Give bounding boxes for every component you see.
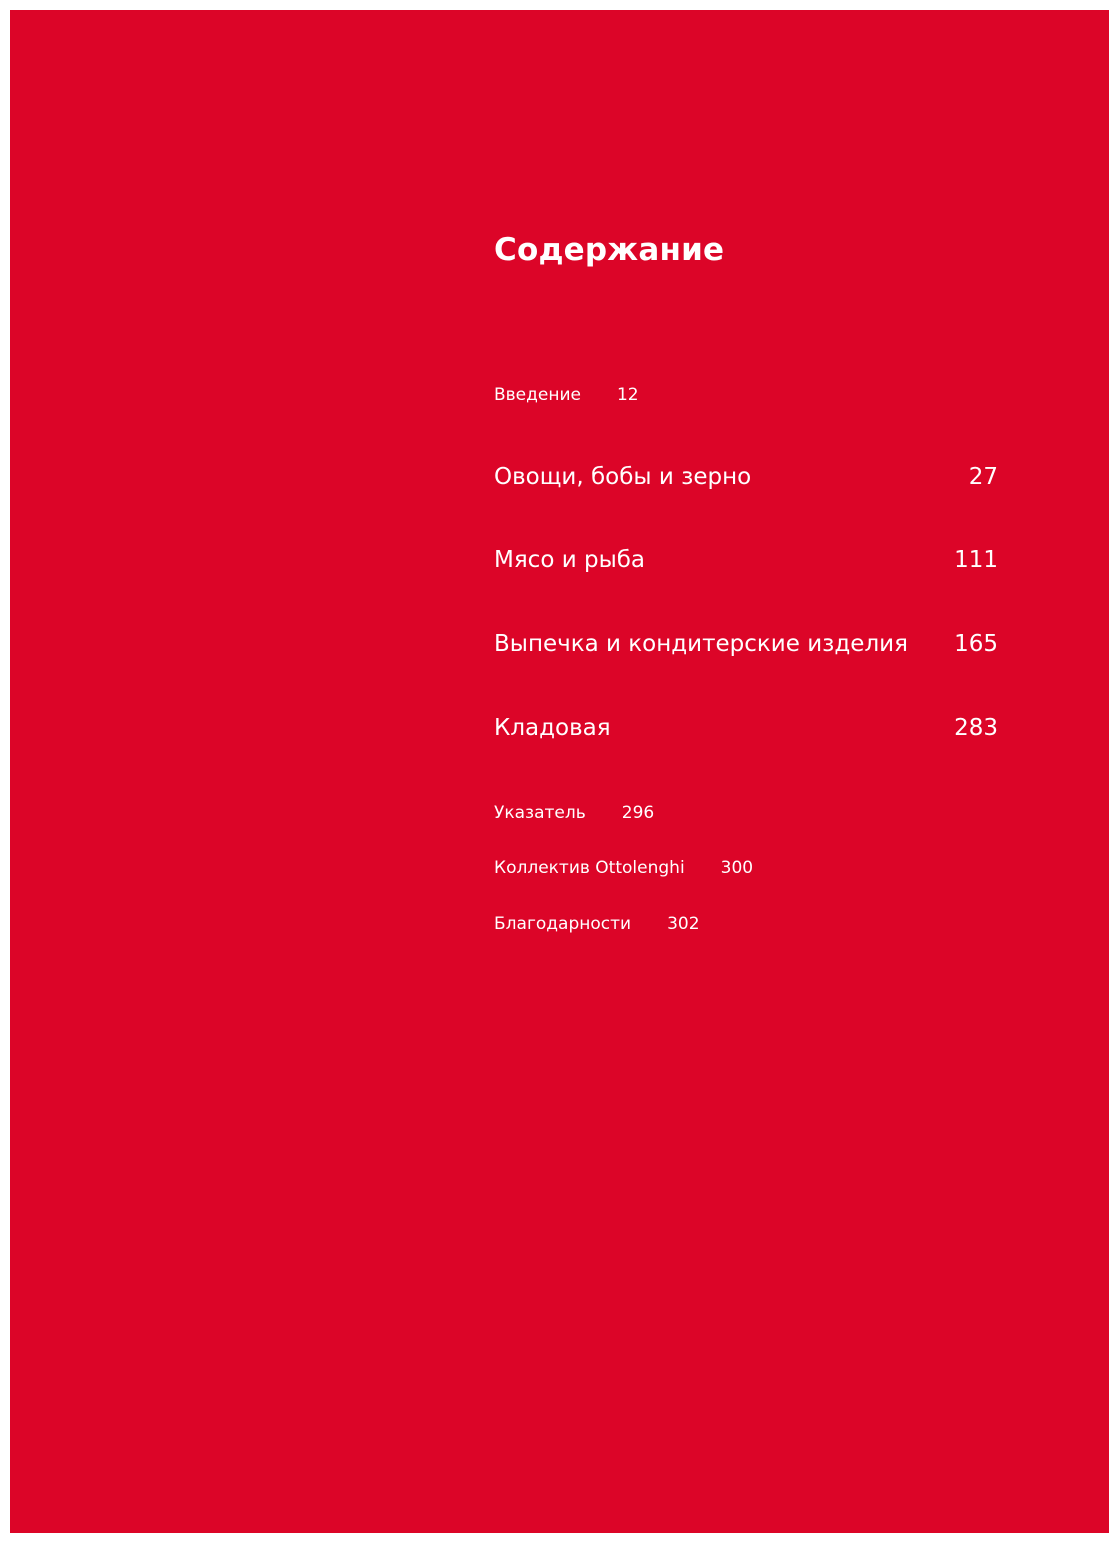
toc-entry-page: 165 bbox=[954, 631, 998, 657]
toc-entry-label: Выпечка и кондитерские изделия bbox=[494, 631, 908, 657]
toc-entry-acknowledgements[interactable] bbox=[494, 912, 700, 936]
toc-entry-page: 283 bbox=[954, 715, 998, 741]
toc-entry-page: 12 bbox=[616, 385, 639, 405]
toc-entry-label: Коллектив Ottolenghi bbox=[494, 858, 685, 878]
toc-entry-label: Благодарности bbox=[494, 914, 632, 934]
toc-entry-label: Кладовая bbox=[494, 715, 611, 741]
toc-entry-page: 302 bbox=[667, 914, 700, 934]
toc-entry-page: 111 bbox=[954, 547, 998, 573]
toc-entry-label: Указатель bbox=[494, 803, 586, 823]
toc-entry-label: Введение bbox=[494, 385, 581, 405]
toc-entry-index[interactable] bbox=[494, 801, 654, 825]
toc-entry-chapter[interactable] bbox=[494, 545, 998, 575]
toc-entry-team[interactable] bbox=[494, 856, 753, 880]
toc-entry-intro[interactable] bbox=[494, 383, 639, 407]
toc-entry-chapter[interactable] bbox=[494, 713, 998, 743]
toc-entry-page: 296 bbox=[621, 803, 655, 823]
page-title: Содержание bbox=[494, 232, 725, 268]
toc-entry-chapter[interactable] bbox=[494, 629, 998, 659]
toc-entry-chapter[interactable] bbox=[494, 462, 998, 492]
toc-entry-page: 27 bbox=[968, 464, 998, 490]
table-of-contents bbox=[494, 10, 998, 1533]
toc-entry-page: 300 bbox=[720, 858, 754, 878]
toc-entry-label: Мясо и рыба bbox=[494, 547, 646, 573]
book-page bbox=[10, 10, 1109, 1533]
toc-entry-label: Овощи, бобы и зерно bbox=[494, 464, 752, 490]
